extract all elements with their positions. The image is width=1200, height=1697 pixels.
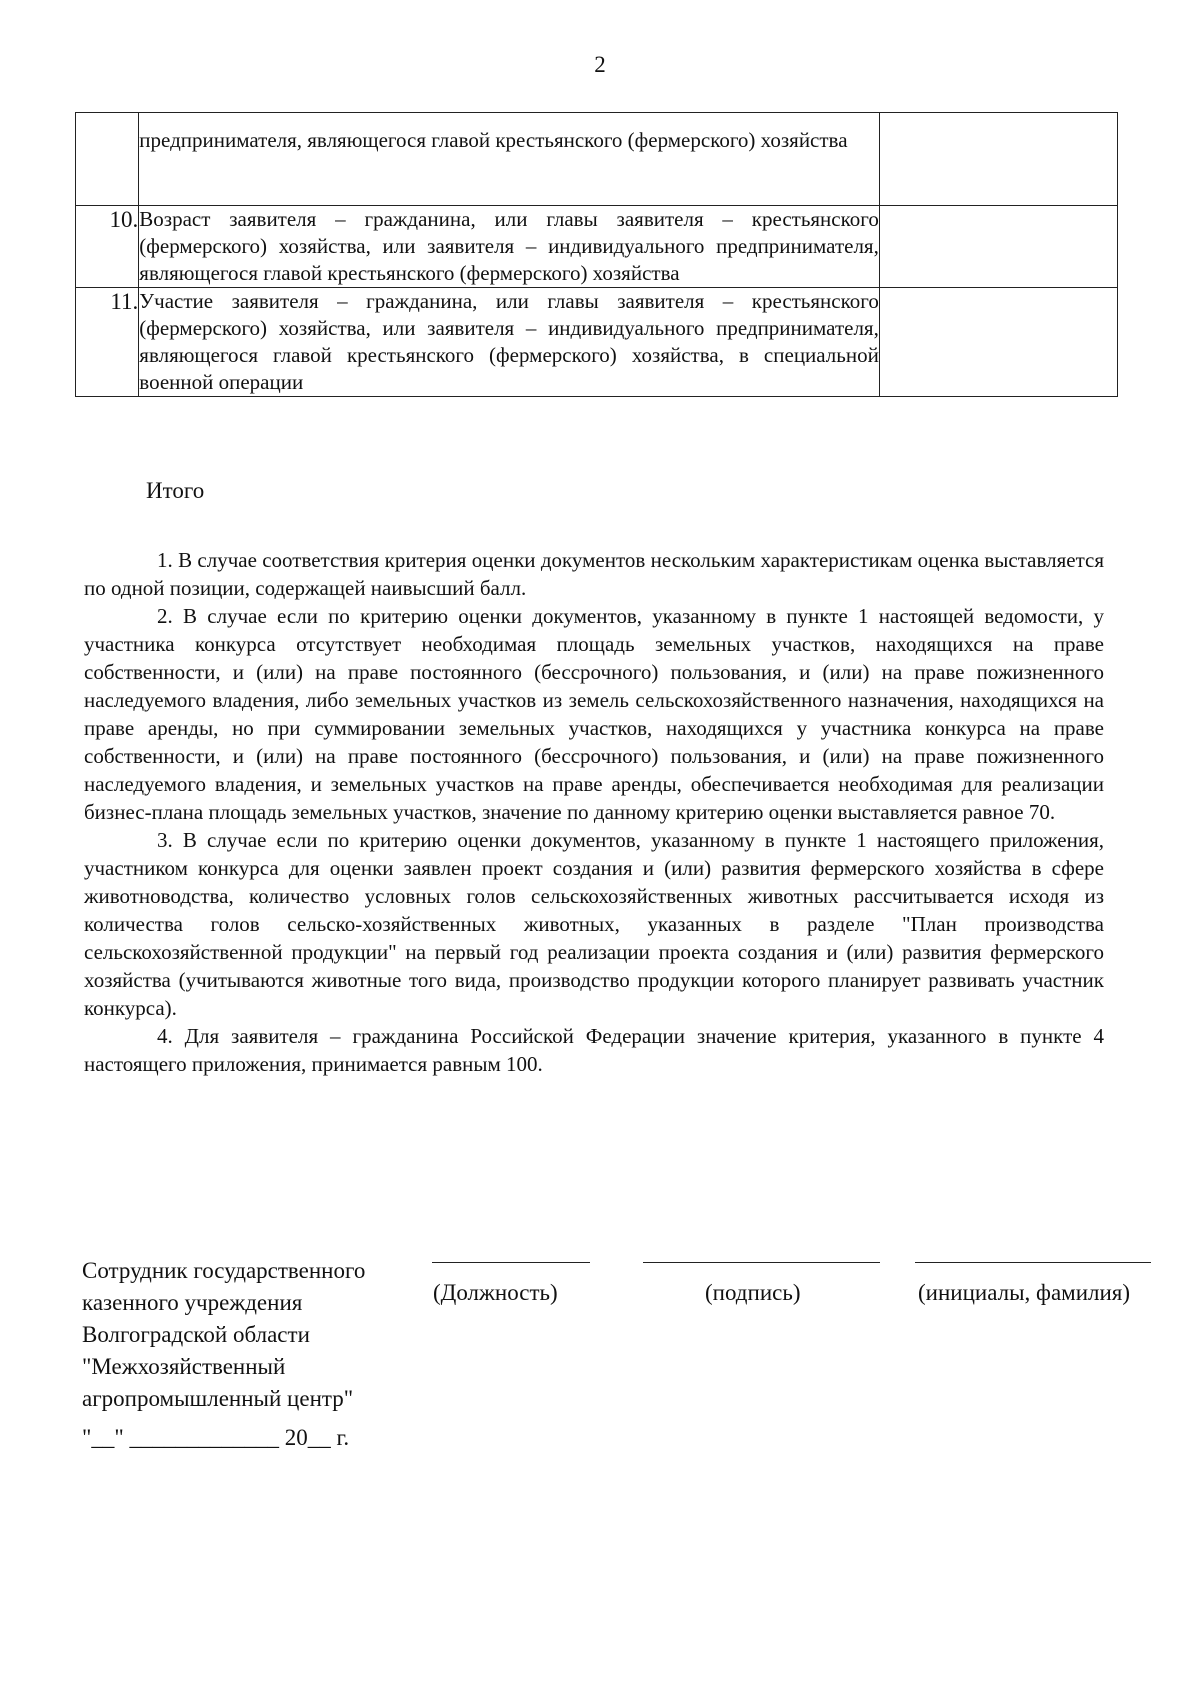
row-number	[76, 113, 139, 206]
score-cell	[879, 288, 1117, 397]
score-cell	[879, 113, 1117, 206]
total-label: Итого	[146, 478, 205, 503]
name-label: (инициалы, фамилия)	[918, 1280, 1131, 1305]
table-row	[76, 113, 1118, 206]
note-paragraph: 1. В случае соответствия критерия оценки документов нескольким характеристикам оценка выставляется по одной позиции, содержащей наивысший балл.	[84, 548, 1104, 600]
notes-section	[84, 546, 1104, 1078]
table-row	[76, 288, 1118, 397]
signature-label: (подпись)	[705, 1280, 801, 1305]
name-line	[915, 1262, 1151, 1263]
criteria-table	[75, 112, 1118, 397]
signature-line	[643, 1262, 880, 1263]
score-cell	[879, 206, 1117, 288]
note-paragraph: 2. В случае если по критерию оценки документов, указанному в пункте 1 настоящей ведомости, у участника конкурса отсутствует необходимая площадь земельных участков, находящихся на праве собственности, и (или) на праве постоянного (бессрочного) пользования, и (или) на праве пожизненного наследуемого владения, либо земельных участков из земель сельскохозяйственного назначения, находящихся на праве аренды, но при суммировании земельных участков, находящихся у участника конкурса на праве собственности, и (или) на праве постоянного (бессрочного) пользования, и (или) на праве пожизненного наследуемого владения, и земельных участков на праве аренды, обеспечивается необходимая для реализации бизнес-плана площадь земельных участков, значение по данному критерию оценки выставляется равное 70.	[84, 604, 1104, 824]
employee-line: Сотрудник государственного	[82, 1258, 366, 1283]
page-number: 2	[594, 52, 606, 77]
position-line	[432, 1262, 590, 1263]
employee-line: "Межхозяйственный	[82, 1354, 286, 1379]
note-paragraph: 4. Для заявителя – гражданина Российской Федерации значение критерия, указанного в пункте 4 настоящего приложения, принимается равным 100.	[84, 1024, 1104, 1076]
employee-line: агропромышленный центр"	[82, 1386, 354, 1411]
position-label: (Должность)	[433, 1280, 558, 1305]
row-number: 11.	[76, 288, 139, 397]
note-paragraph: 3. В случае если по критерию оценки документов, указанному в пункте 1 настоящего приложения, участником конкурса для оценки заявлен проект создания и (или) развития фермерского хозяйства в сфере животноводства, количество условных голов сельскохозяйственных животных рассчитывается исходя из количества голов сельско-хозяйственных животных, указанных в разделе "План производства сельскохозяйственной продукции" на первый год реализации проекта создания и (или) развития фермерского хозяйства (учитываются животные того вида, производство продукции которого планирует развивать участник конкурса).	[84, 828, 1104, 1020]
employee-line: Волгоградской области	[82, 1322, 310, 1347]
criterion-text: предпринимателя, являющегося главой крестьянского (фермерского) хозяйства	[139, 113, 880, 206]
criterion-text: Возраст заявителя – гражданина, или главы заявителя – крестьянского (фермерского) хозяйства, или заявителя – индивидуального предпринимателя, являющегося главой крестьянского (фермерского) хозяйства	[139, 206, 880, 288]
table-row	[76, 206, 1118, 288]
employee-line: казенного учреждения	[82, 1290, 303, 1315]
criterion-text: Участие заявителя – гражданина, или главы заявителя – крестьянского (фермерского) хозяйства, или заявителя – индивидуального предпринимателя, являющегося главой крестьянского (фермерского) хозяйства, в специальной военной операции	[139, 288, 880, 397]
row-number: 10.	[76, 206, 139, 288]
employee-block	[82, 1255, 365, 1415]
date-line: "__" _____________ 20__ г.	[82, 1425, 350, 1450]
